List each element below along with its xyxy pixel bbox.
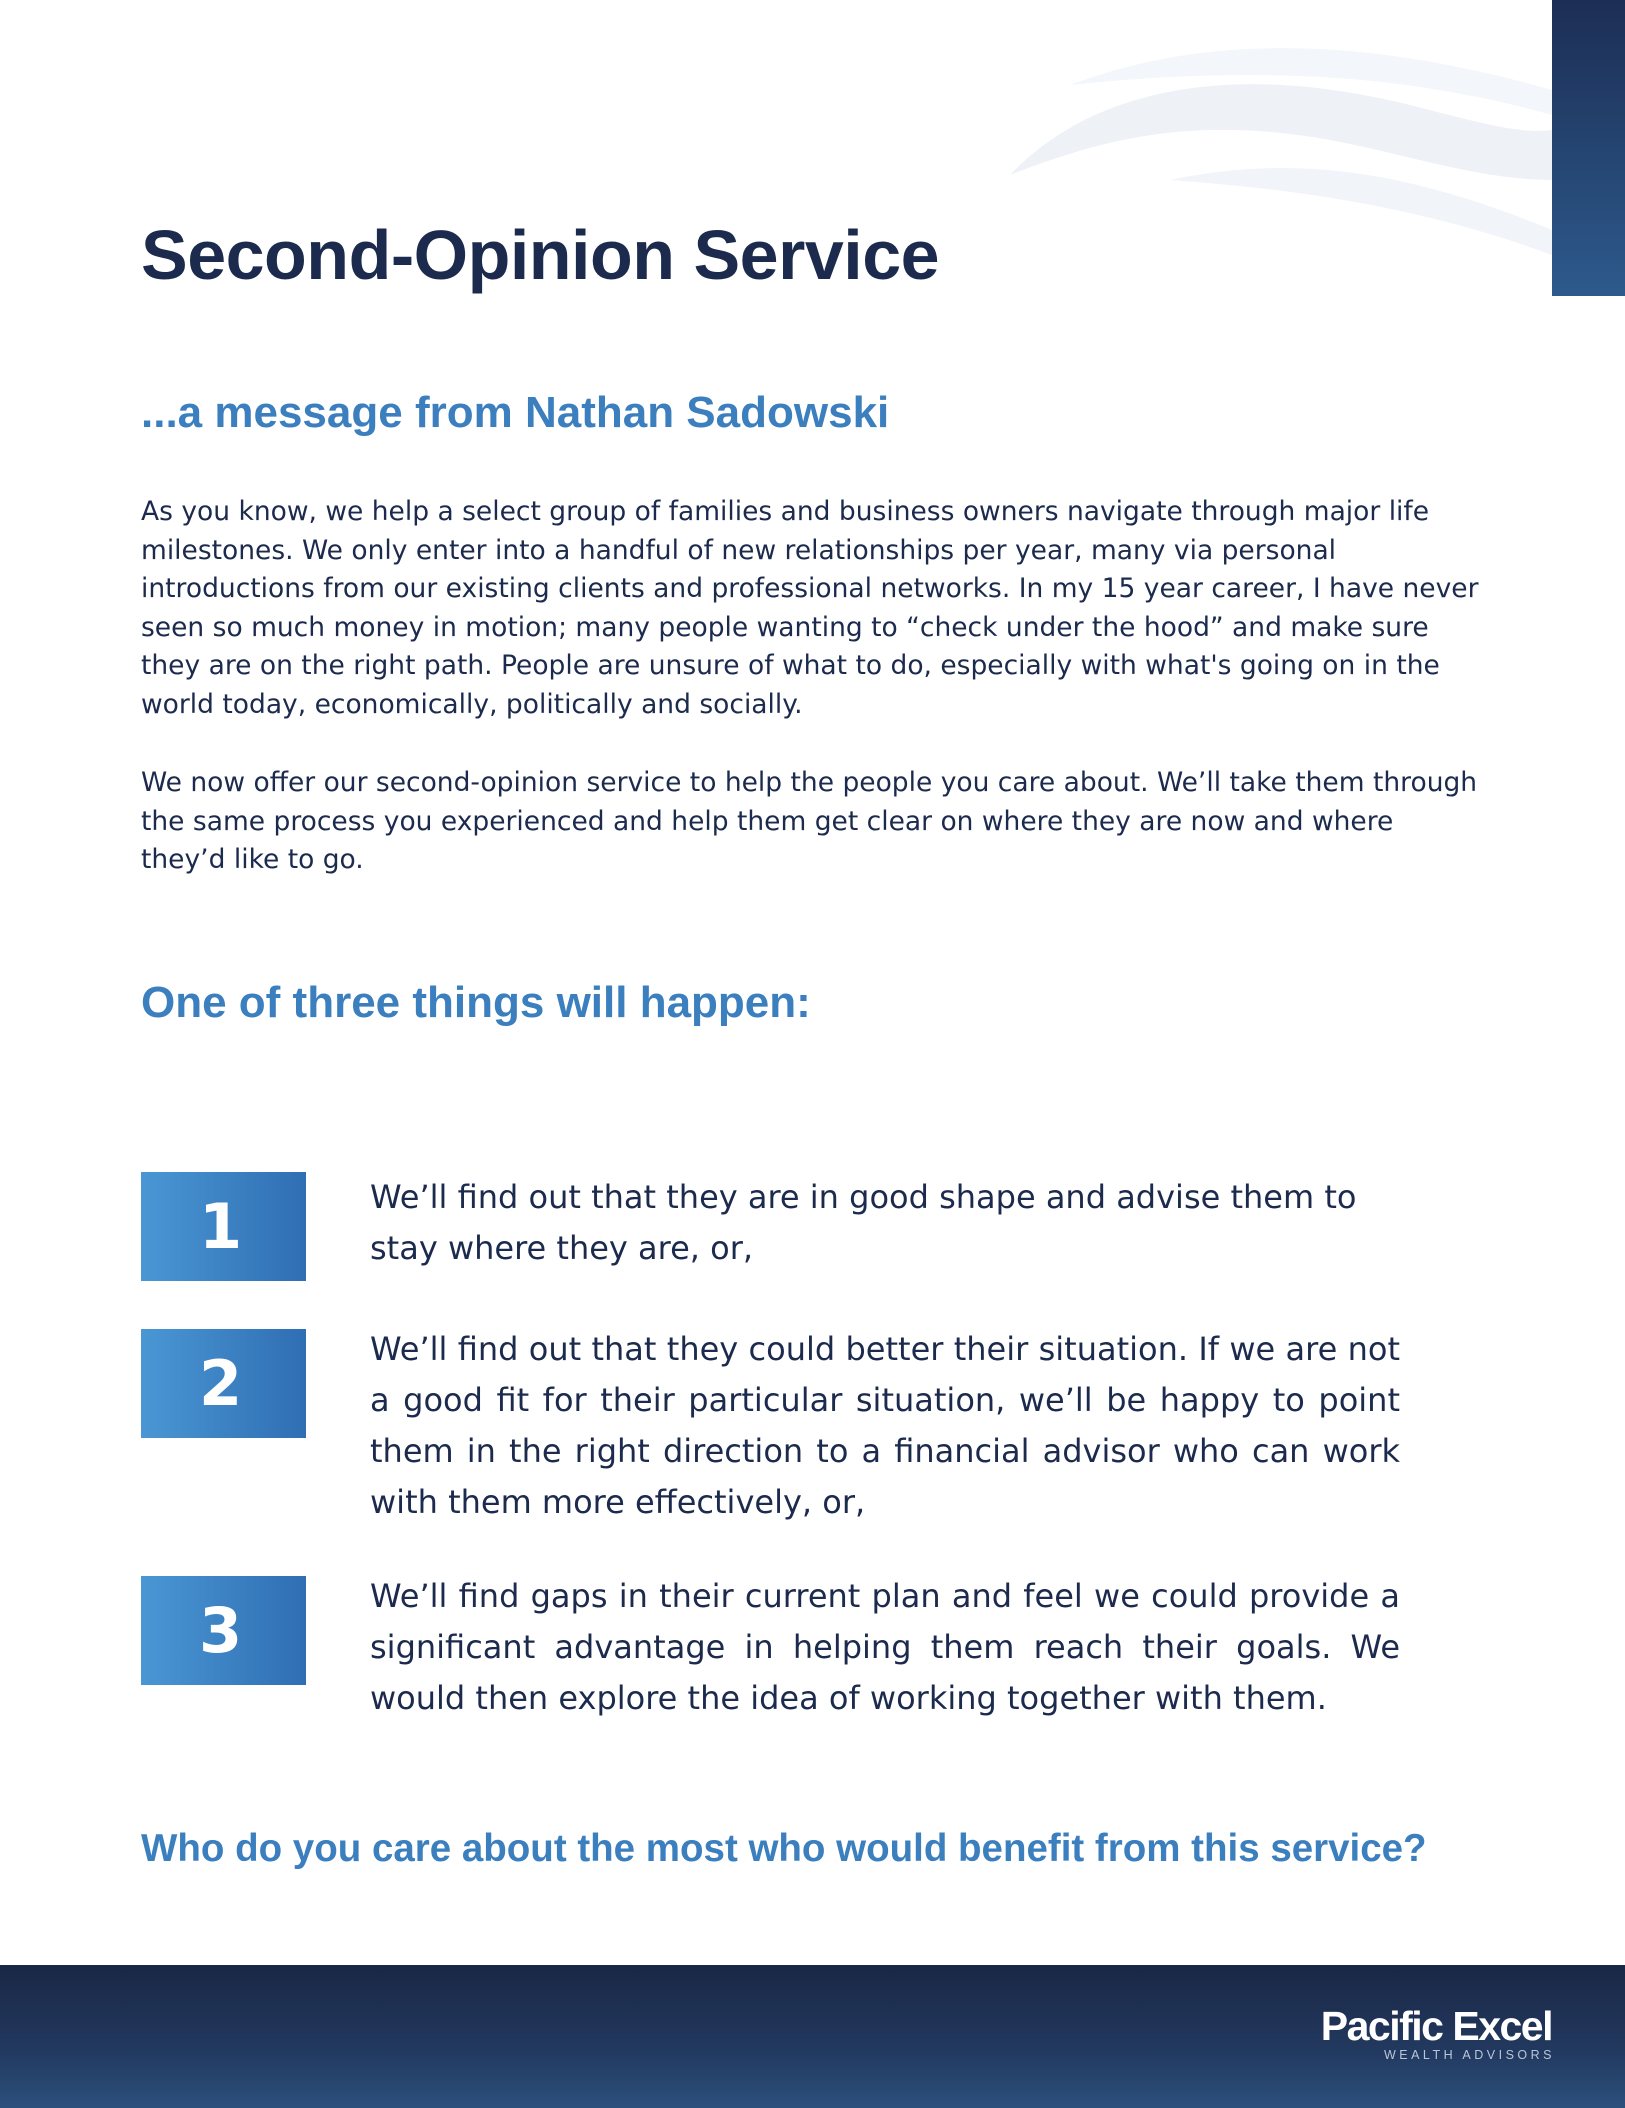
page-subtitle: ...a message from Nathan Sadowski — [141, 388, 890, 437]
offer-paragraph: We now offer our second-opinion service to help the people you care about. We’ll take them through the same process you experienced and help them get clear on where they are now and where they’d like to go. — [141, 767, 1478, 875]
brand-tagline: WEALTH ADVISORS — [1383, 2048, 1555, 2062]
closing-question: Who do you care about the most who would benefit from this service? — [141, 1827, 1427, 1870]
corner-accent-bar — [1552, 0, 1625, 296]
brand-name: Pacific Excel — [1320, 2003, 1552, 2049]
outcomes-heading: One of three things will happen: — [141, 978, 811, 1027]
outcome-number: 1 — [199, 1190, 243, 1263]
number-box — [141, 1172, 306, 1281]
outcome-number: 2 — [199, 1347, 243, 1420]
decorative-wave-graphic — [1010, 30, 1552, 270]
number-box — [141, 1329, 306, 1438]
brand-logo — [1320, 2003, 1555, 2062]
intro-paragraph: As you know, we help a select group of families and business owners navigate through major life milestones. We only enter into a handful of new relationships per year, many via personal introductions from our existing clients and professional networks. In my 15 year career, I have never seen so much money in motion; many people wanting to “check under the hood” and make sure they are on the right path. People are unsure of what to do, especially with what's going on in the world today, economically, politically and socially. — [141, 496, 1479, 720]
outcome-text: We’ll find gaps in their current plan and feel we could provide a significant advantage in helping them reach their goals. We would then explore the idea of working together with them. — [370, 1577, 1400, 1717]
outcome-text: We’ll find out that they could better their situation. If we are not a good fit for their particular situation, we’ll be happy to point them in the right direction to a financial advisor who can work with them more effectively, or, — [370, 1330, 1400, 1521]
page-title: Second-Opinion Service — [141, 216, 940, 294]
outcome-text: We’ll find out that they are in good shape and advise them to stay where they are, or, — [370, 1178, 1357, 1267]
number-box — [141, 1576, 306, 1685]
outcome-number: 3 — [199, 1594, 243, 1667]
